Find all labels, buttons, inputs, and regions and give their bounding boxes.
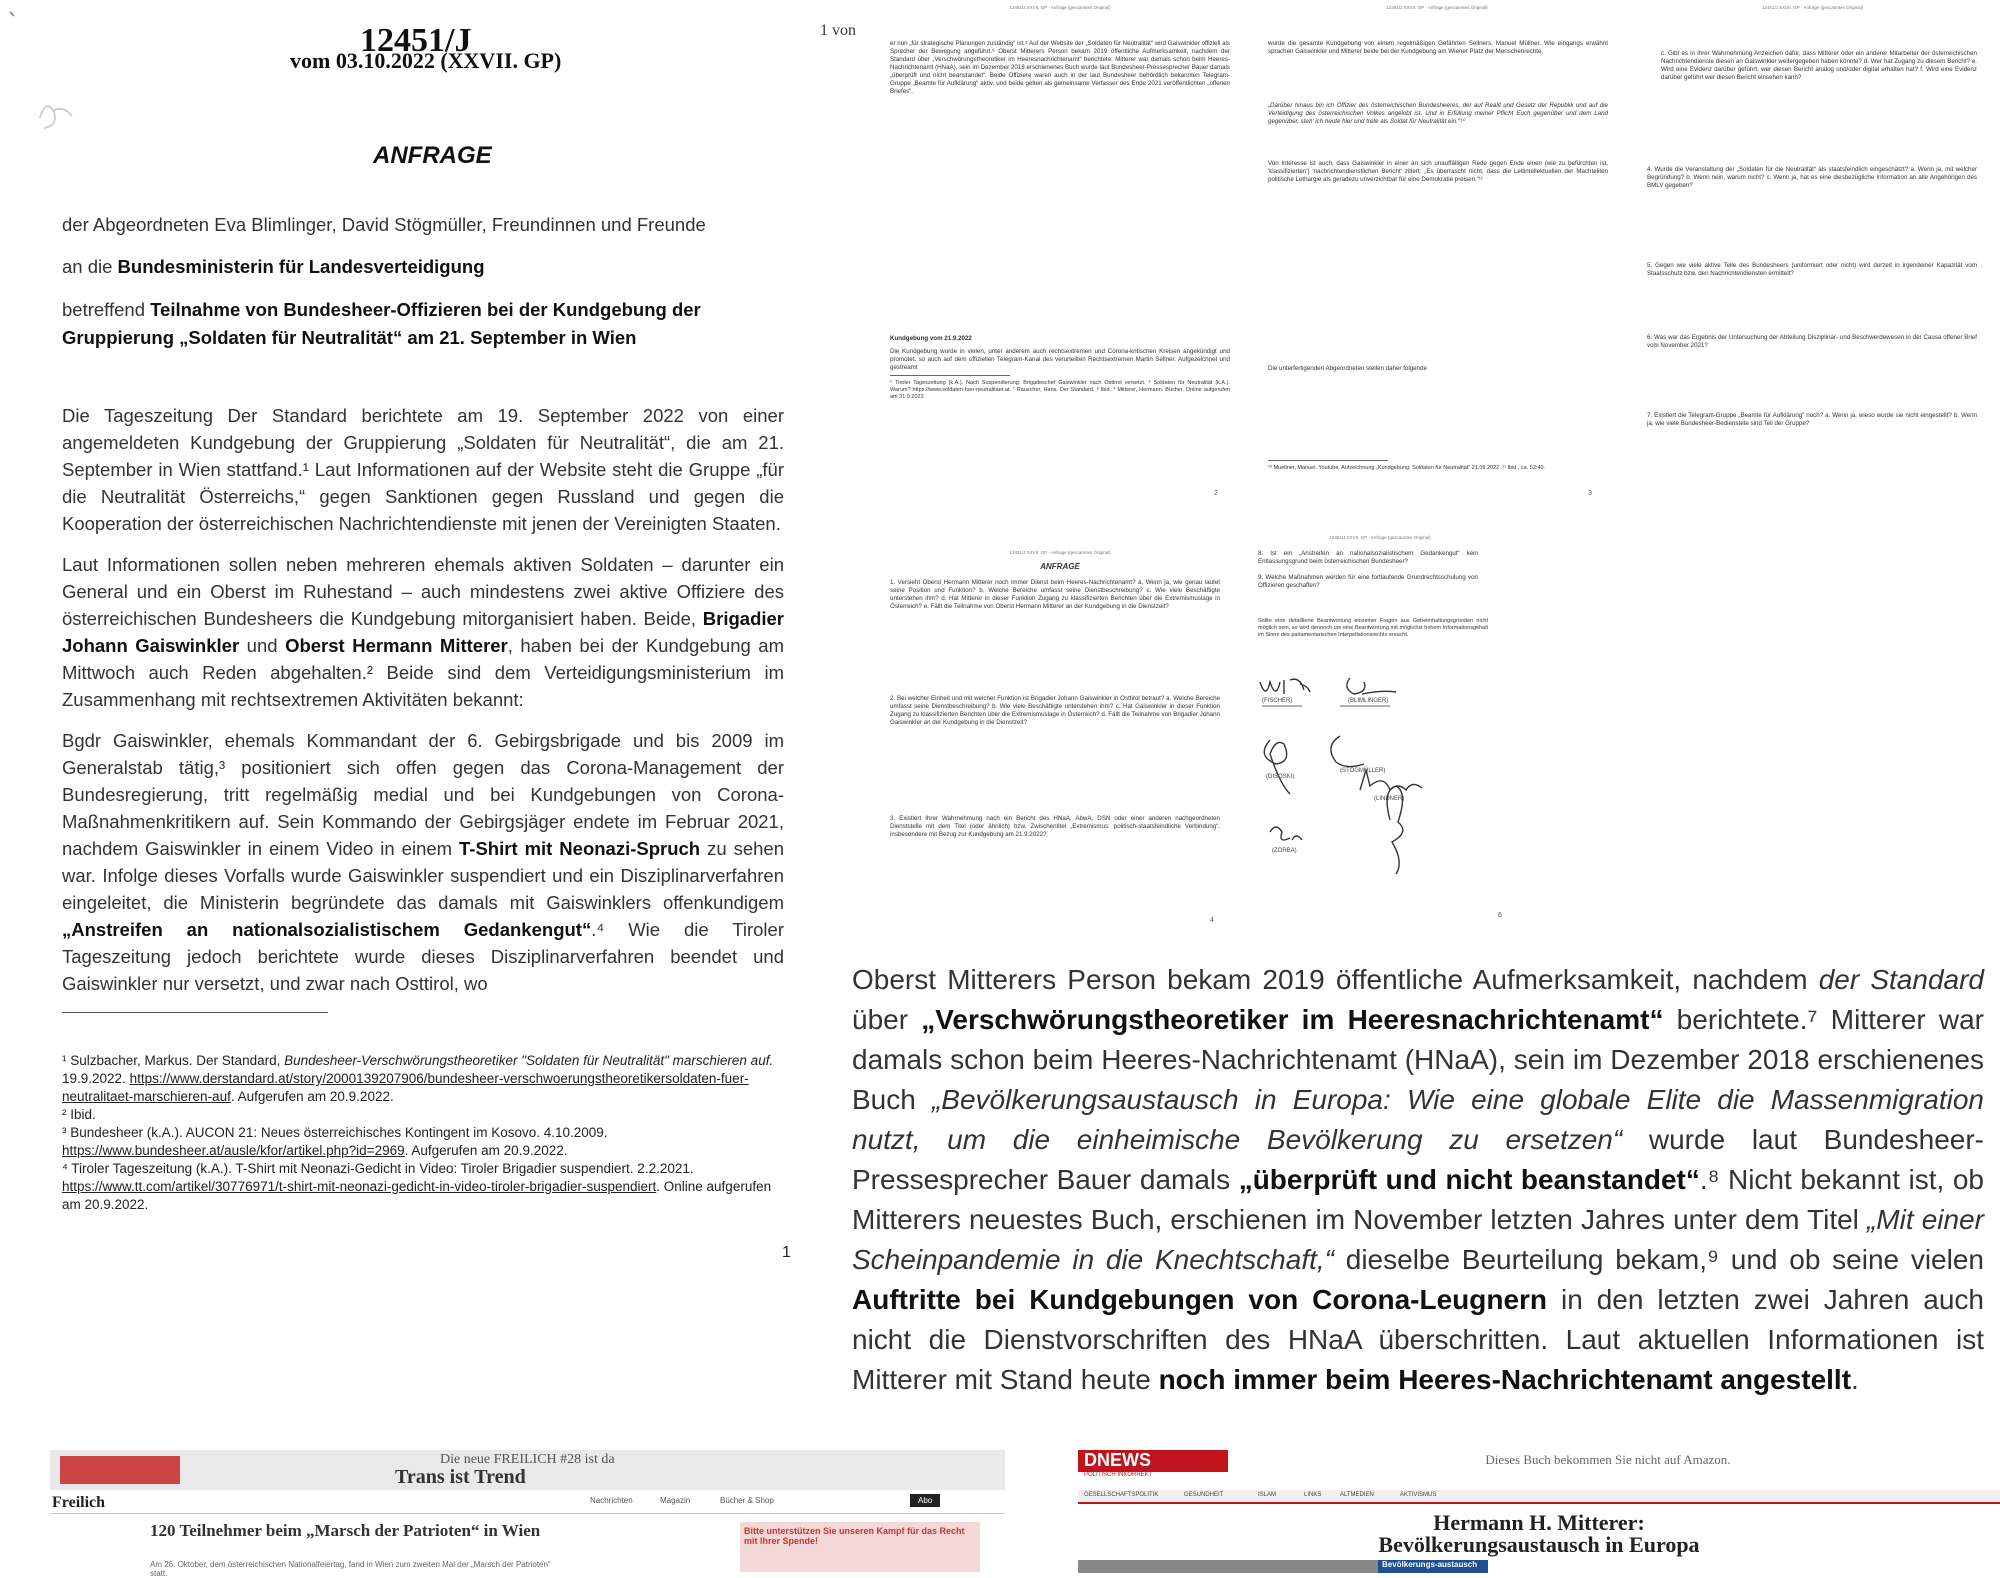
subject-text: Teilnahme von Bundesheer-Offizieren bei der Kundgebung der Gruppierung „Soldaten für Neutralität“ am 21. September in Wien bbox=[62, 299, 701, 348]
question-7: 7. Existiert die Telegram-Gruppe „Beamte für Aufklärung“ noch? a. Wenn ja, wieso wurde sie nicht eingestellt? b. Wenn ja, wie viele Bundesheer-Bedienstete sind Teil der Gruppe? bbox=[1647, 412, 1977, 427]
document-number: 12451/J bbox=[360, 22, 472, 59]
nav-item-3[interactable]: ISLAM bbox=[1258, 1492, 1277, 1498]
document-page-questions-thumbnail[interactable] bbox=[1625, 0, 2000, 505]
svg-text:(ZORBA): (ZORBA) bbox=[1272, 848, 1297, 854]
fn4-a: ⁴ Tiroler Tageszeitung (k.A.). T-Shirt mit Neonazi-Gedicht in Video: Tiroler Brigadier suspendiert. 2.2.2021. bbox=[62, 1161, 694, 1176]
page-3-footnotes: ¹⁰ Muellner, Manuel. Youtube. Aufzeichnung „Kundgebung: Soldaten für Neutralität“ 21.09.2022. ¹¹ Ibid., ca. 52:40. bbox=[1268, 465, 1546, 471]
banner-title: Trans ist Trend bbox=[395, 1466, 526, 1488]
fn1-title: Bundesheer-Verschwörungstheoretiker "Soldaten für Neutralität" marschieren auf. bbox=[284, 1053, 774, 1068]
z-t2: über bbox=[852, 1004, 922, 1035]
p2-d: , haben bei der Kundgebung am Mittwoch auch Reden abgehalten.² Beide sind dem Verteidigungsministerium im Zusammenhang mit rechtsextremen Aktivitäten bekannt: bbox=[62, 635, 784, 710]
page-header: 12451/J XXVII. GP - Anfrage (gescanntes Original) bbox=[1761, 5, 1864, 10]
page-number: 1 bbox=[782, 1244, 791, 1261]
p3-d: .⁴ Wie die Tiroler Tageszeitung jedoch berichtete wurde dieses Disziplinarverfahren beendet und Gaiswinkler nur versetzt, und zwar nach Osttirol, wo bbox=[62, 919, 784, 994]
question-6: 6. Was war das Ergebnis der Untersuchung der Abteilung Disziplinar- und Beschwerdewesen in der Causa offener Brief vom November 2021? bbox=[1647, 334, 1977, 349]
z-t5: .⁸ Nicht bekannt ist, ob Mitterers neuestes Buch, erschienen im November letzten Jahres unter dem Titel bbox=[852, 1164, 1984, 1235]
footnote-rule bbox=[890, 375, 1010, 376]
footnote-3 bbox=[62, 1124, 782, 1160]
page-number: 6 bbox=[1498, 912, 1502, 919]
svg-text:(DISOSKI): (DISOSKI) bbox=[1266, 774, 1295, 780]
page-header: 12451/J XXVII. GP - Anfrage (gescanntes Original) bbox=[1329, 535, 1431, 540]
fn3-link[interactable]: https://www.bundesheer.at/ausle/kfor/artikel.php?id=2969 bbox=[62, 1143, 405, 1158]
document-title: ANFRAGE bbox=[373, 142, 492, 169]
site-logo[interactable]: Freilich bbox=[52, 1494, 106, 1511]
question-9: 9. Welche Maßnahmen werden für eine fortlaufende Grundrechtsschulung von Offizieren geschaffen? bbox=[1258, 574, 1478, 589]
svg-text:(BLIMLINGER): (BLIMLINGER) bbox=[1348, 698, 1389, 704]
members-line: der Abgeordneten Eva Blimlinger, David Stögmüller, Freundinnen und Freunde bbox=[62, 214, 706, 235]
nav-item-3[interactable]: Bücher & Shop bbox=[720, 1496, 774, 1505]
fn4-b: . Online aufgerufen am 20.9.2022. bbox=[62, 1179, 772, 1212]
z-t5i: „Mit einer Scheinpandemie in die Knechtschaft,“ bbox=[852, 1204, 1984, 1275]
nav-item-1[interactable]: GESELLSCHAFTSPOLITIK bbox=[1084, 1492, 1159, 1498]
article-headline-1[interactable]: Hermann H. Mitterer: bbox=[1433, 1510, 1645, 1535]
fn1-b: 19.9.2022. bbox=[62, 1071, 130, 1086]
document-page-4-thumbnail[interactable] bbox=[870, 545, 1250, 930]
footnote-rule bbox=[62, 1012, 328, 1013]
article-subline: Am 26. Oktober, dem österreichischen Nationalfeiertag, fand in Wien zum zweiten Mal der „Marsch der Patrioten“ statt. bbox=[150, 1560, 551, 1578]
svg-text:(STÖGMÜLLER): (STÖGMÜLLER) bbox=[1340, 768, 1386, 774]
document-page-2-thumbnail[interactable] bbox=[870, 0, 1250, 505]
z-t2b: „Verschwörungstheoretiker im Heeresnachrichtenamt“ bbox=[921, 1004, 1664, 1035]
z-t4b: „überprüft und nicht beanstandet“ bbox=[1238, 1164, 1700, 1195]
p2-c: und bbox=[239, 635, 286, 656]
p3-b2: „Anstreifen an nationalsozialistischem Gedankengut“ bbox=[62, 919, 592, 940]
fn4-link[interactable]: https://www.tt.com/artikel/30776971/t-shirt-mit-neonazi-gedicht-in-video-tiroler-brigadier-suspendiert bbox=[62, 1179, 657, 1194]
closing-note: Sollte eine detaillierte Beantwortung einzelner Fragen aus Geheimhaltungsgründen nicht möglich sein, so wird dennoch um eine Beantwortung mit möglichst hohem Informationsgehalt im Sinne des parlamentarischen Interpellationsrechts ersucht. bbox=[1258, 618, 1488, 638]
site-header bbox=[50, 1492, 1005, 1514]
footnote-4 bbox=[62, 1160, 782, 1214]
banner-subtitle: Die neue FREILICH #28 ist da bbox=[440, 1452, 615, 1467]
page-2-text: er nun „für strategische Planungen zuständig“ ist.⁵ Auf der Website der „Soldaten für Neutralität“ wird Gaiswinkler offiziell als Sprecher der Bewegung angeführt.⁶ Oberst Mitterers Person bekam 2019 öffentliche Aufmerksamkeit, nachdem der Standard über „Verschwörungstheoretiker im Heeresnachrichtenamt“ berichtete. Mitterer war damals schon beim Heeres-Nachrichtenamt (HNaA), sein im Dezember 2018 erschienenes Buch wurde laut Bundesheer-Pressesprecher Bauer damals „überprüft und nicht beanstandet“. Beide Offiziere waren auch in der laut Bundesheer behördlich bekannten Telegram-Gruppe „Beamte für Aufklärung“ aktiv, und beide gelten als gemeinsame Verfasser des Ende 2021 veröffentlichten „offenen Briefes“. bbox=[890, 40, 1230, 95]
paragraph-2 bbox=[62, 551, 784, 713]
document-date: vom 03.10.2022 (XXVII. GP) bbox=[290, 48, 562, 73]
page-count: 1 von bbox=[820, 22, 856, 39]
nav-item-2[interactable]: Magazin bbox=[660, 1496, 691, 1505]
site-logo[interactable]: DNEWS bbox=[1078, 1450, 1228, 1472]
question-4: 4. Wurde die Veranstaltung der „Soldaten für die Neutralität“ als staatsfeindlich eingeschätzt? a. Wenn ja, mit welcher Begründung? b. Wenn nein, warum nicht? c. Wenn ja, hat es eine diesbezügliche Information an alle Angehörigen des BMLV gegeben? bbox=[1647, 166, 1977, 189]
z-t1i: der Standard bbox=[1818, 964, 1984, 995]
footnote-rule bbox=[1268, 460, 1388, 461]
banner-ad-left bbox=[60, 1456, 180, 1484]
page-number: 2 bbox=[1214, 490, 1218, 497]
page-header: 12451/J XXVII. GP - Anfrage (gescanntes Original) bbox=[1009, 550, 1111, 555]
nav-item-2[interactable]: GESUNDHEIT bbox=[1184, 1492, 1224, 1498]
page-2-footnotes: ⁵ Tiroler Tageszeitung (k.A.). Nach Suspendierung: Brigadeschef Gaiswinkler nach Osttirol versetzt. ⁶ Soldaten für Neutralität (k.A.). Warum? https://www.soldaten-fuer-neutralitaet.at. ⁷ Rauscher, Hans. Der Standard. ⁸ Ibid. ⁹ Mitterer, Hermann. Bücher. Online aufgerufen am 21.9.2022. bbox=[890, 380, 1230, 400]
p2-a: Laut Informationen sollen neben mehreren ehemals aktiven Soldaten – darunter ein General und ein Oberst im Ruhestand – auch mindestens zwei aktive Offiziere des österreichischen Bundesheers die Kundgebung mitorganisiert haben. Beide, bbox=[62, 554, 784, 629]
svg-text:(FISCHER): (FISCHER) bbox=[1262, 698, 1293, 704]
handwritten-mark bbox=[0, 0, 260, 200]
questions-cont: c. Gibt es in Ihrer Wahrnehmung Anzeichen dafür, dass Mitterer oder ein anderer Mitarbeiter der österreichischen Nachrichtendienste diesen an Gaiswinkler weitergegeben haben könnte? d. Wer hat Zugang zu diesem Bericht? e. Wird eine Evidenz darüber geführt, wer diesen Bericht analog und/oder digital erhalten hat? f. Wird eine Evidenz darüber geführt wer diesen Bericht einsehen kann? bbox=[1661, 50, 1977, 81]
nav-bar bbox=[1078, 1490, 2000, 1504]
z-t7b: noch immer beim Heeres-Nachrichtenamt angestellt bbox=[1158, 1364, 1852, 1395]
question-5: 5. Gegen wie viele aktive Teile des Bundesheers (uniformiert oder nicht) wird derzeit in irgendeiner Kapazität vom Staatsschutz bzw. den Nachrichtendiensten ermittelt? bbox=[1647, 262, 1977, 277]
fn3-a: ³ Bundesheer (k.A.). AUCON 21: Neues österreichisches Kontingent im Kosovo. 4.10.2009. bbox=[62, 1125, 608, 1140]
z-t7: in den letzten zwei Jahren auch nicht die Dienstvorschriften des HNaA überschritten. Laut aktuellen Informationen ist Mitterer mit Stand heute bbox=[852, 1284, 1984, 1395]
paragraph-3 bbox=[62, 727, 784, 997]
page-header: 12451/J XXVII. GP - Anfrage (gescanntes Original) bbox=[1386, 5, 1488, 10]
p3-a: Bgdr Gaiswinkler, ehemals Kommandant der 6. Gebirgsbrigade und bis 2009 im Generalstab tätig,³ positioniert sich offen gegen das Corona-Management der Bundesregierung, tritt regelmäßig medial und bei Kundgebungen von Corona-Maßnahmenkritikern auf. Sein Kommando der Gebirgsjäger endete im Februar 2021, nachdem Gaiswinkler in einem Video in einem bbox=[62, 730, 784, 859]
paragraph-1: Die Tageszeitung Der Standard berichtete am 19. September 2022 von einer angemeldeten Kundgebung der Gruppierung „Soldaten für Neutralität“, die am 21. September in Wien stattfand.¹ Laut Informationen auf der Website steht die Gruppe „für die Neutralität Österreichs,“ gegen Sanktionen gegen Russland und gegen die Kooperation der österreichischen Nachrichtendienste mit jenen der Vereinigten Staaten. bbox=[62, 405, 784, 534]
site-tagline: POLITISCH INKORREKT bbox=[1084, 1472, 1153, 1478]
fn3-b: . Aufgerufen am 20.9.2022. bbox=[404, 1143, 568, 1158]
donation-ad[interactable]: Bitte unterstützen Sie unseren Kampf für das Recht mit Ihrer Spende! bbox=[740, 1522, 980, 1572]
document-page-signatures-thumbnail[interactable] bbox=[1240, 530, 1520, 925]
body-text bbox=[62, 402, 784, 1011]
page-3-text-2: Von Interesse ist auch, dass Gaiswinkler in einer an sich unauffälligen Rede gegen Ende einen (wie zu befürchten ist, 'klassifizierten') 'nachrichtendienstlichen Bericht' zitiert: „Es überrascht nicht, dass die Leitintellektuellen der Machteliten politische Lethargie als geradezu unverzichtbar für eine Demokratie preisen.“¹¹ bbox=[1268, 160, 1608, 183]
document-page-1 bbox=[0, 0, 800, 1430]
z-t1: Oberst Mitterers Person bekam 2019 öffentliche Aufmerksamkeit, nachdem bbox=[852, 964, 1819, 995]
footnote-2: ² Ibid. bbox=[62, 1107, 96, 1122]
p3-c: zu sehen war. Infolge dieses Vorfalls wurde Gaiswinkler suspendiert und ein Disziplinarverfahren eingeleitet, die Ministerin begründete das damals mit Gaiswinklers offenkundigem bbox=[62, 838, 784, 913]
nav-item-4[interactable]: LINKS bbox=[1304, 1492, 1322, 1498]
dnews-website-screenshot bbox=[1078, 1450, 2000, 1573]
question-3: 3. Existiert Ihrer Wahrnehmung nach ein Bericht des HNaA, AbwA, DSN oder einer anderen nachgeordneten Dienststelle mit dem Titel (oder ähnlich) bzw. Zwischentitel „Extremismus: politisch-staatsfeindliche Verbindung“, insbesondere mit Bezug zur Kundgebung am 21.9.2022? bbox=[890, 815, 1220, 838]
nav-item-1[interactable]: Nachrichten bbox=[590, 1496, 633, 1505]
photo-strip bbox=[1078, 1560, 1378, 1573]
z-t8: . bbox=[1851, 1364, 1859, 1395]
z-t4: wurde laut Bundesheer-Pressesprecher Bauer damals bbox=[852, 1124, 1984, 1195]
question-8: 8. Ist ein „Anstreifen an nationalsozialistischem Gedankengut“ kein Entlassungsgrund beim österreichischen Bundesheer? bbox=[1258, 550, 1478, 565]
top-ad[interactable]: Dieses Buch bekommen Sie nicht auf Amazon. bbox=[1485, 1452, 1731, 1467]
nav-abo-button[interactable]: Abo bbox=[910, 1494, 940, 1507]
page-number: 4 bbox=[1210, 917, 1214, 924]
page-number: 3 bbox=[1588, 490, 1592, 497]
z-t6b: Auftritte bei Kundgebungen von Corona-Leugnern bbox=[852, 1284, 1548, 1315]
subject-line bbox=[62, 296, 762, 352]
footnote-1 bbox=[62, 1052, 782, 1106]
nav-item-6[interactable]: AKTIVISMUS bbox=[1400, 1492, 1437, 1498]
page-header: 12451/J XXVII. GP - Anfrage (gescanntes Original) bbox=[1009, 5, 1111, 10]
fn1-link[interactable]: https://www.derstandard.at/story/2000139207906/bundesheer-verschwoerungstheoretikersoldaten-fuer-neutralitaet-marschieren-auf bbox=[62, 1071, 749, 1104]
freilich-website-screenshot bbox=[50, 1450, 1005, 1578]
p2-b2: Oberst Hermann Mitterer bbox=[285, 635, 508, 656]
page-3-text: wurde die gesamte Kundgebung von einem regelmäßigen Gefährten Sellners, Manuel Müllner. Wie eingangs erwähnt sprachen Gaiswinkler und Mitterer beide bei der Kundgebung am Wiener Platz der Menschenrechte. bbox=[1268, 40, 1608, 55]
p2-b1: Brigadier Johann Gaiswinkler bbox=[62, 608, 784, 656]
fn1-a: ¹ Sulzbacher, Markus. Der Standard, bbox=[62, 1053, 285, 1068]
document-page-3-thumbnail[interactable] bbox=[1252, 0, 1622, 505]
addressee-prefix: an die bbox=[62, 256, 118, 277]
page-2-heading: Kundgebung vom 21.9.2022 bbox=[890, 335, 972, 342]
nav-item-5[interactable]: ALTMEDIEN bbox=[1340, 1492, 1374, 1498]
page-2-text-2: Die Kundgebung wurde in vielen, unter anderem auch rechtsextremen und Corona-kritischen Kreisen angekündigt und promotet, so auch auf dem offiziellen Telegram-Kanal des verurteilten Rechtsextremen Martin Sellner. Aufgezeichnet und gestreamt bbox=[890, 348, 1230, 371]
page-3-quote: „Darüber hinaus bin ich Offizier des österreichischen Bundesheeres, der auf Realit und Gesetz der Republik und auf die Verteidigung des österreichischen Volkes angelobt ist. Und in Erfüllung meiner Pflicht Euch gegenüber und dem Land gegenüber, steh' ich heute hier und trete als Soldat für Neutralität ein.“¹⁰ bbox=[1268, 102, 1608, 125]
book-cover[interactable]: Bevölkerungs-austausch bbox=[1378, 1560, 1488, 1573]
page-3-closing: Die unterfertigenden Abgeordneten stellen daher folgende bbox=[1268, 365, 1427, 372]
z-t3: berichtete.⁷ Mitterer war damals schon beim Heeres-Nachrichtenamt (HNaA), sein im Dezember 2018 erschienenes Buch bbox=[852, 1004, 1984, 1115]
subject-prefix: betreffend bbox=[62, 299, 151, 320]
fn1-c: . Aufgerufen am 20.9.2022. bbox=[230, 1089, 394, 1104]
svg-text:(LINDNER): (LINDNER) bbox=[1374, 796, 1405, 802]
zoomed-text bbox=[852, 960, 1984, 1400]
signatures-image bbox=[1240, 670, 1520, 920]
top-banner bbox=[50, 1450, 1005, 1490]
question-1: 1. Versieht Oberst Hermann Mitterer noch immer Dienst beim Heeres-Nachrichtenamt? a. Wenn ja, wie genau lautet seine Position und Funktion? b. Welche Bereiche umfasst seine Dienstbeschreibung? c. Wie viele Beschäftigte unterstehen ihm? d. Hat Mitterer in dieser Funktion Zugang zu klassifizierten Berichten über die Extremismuslage in Österreich? e. Fällt die Teilnahme von Oberst Hermann Mitterer an der Kundgebung in die Dienstzeit? bbox=[890, 579, 1220, 610]
page-4-title: ANFRAGE bbox=[1040, 562, 1080, 571]
z-t6: dieselbe Beurteilung bekam,⁹ und ob seine vielen bbox=[1334, 1244, 1984, 1275]
question-2: 2. Bei welcher Einheit und mit welcher Funktion ist Brigadier Johann Gaiswinkler in Osttirol betraut? a. Welche Bereiche umfasst seine Dienstbeschreibung? b. Wie viele Beschäftigte unterstehen ihm? c. Hat Gaiswinkler in dieser Funktion Zugang zu klassifizierten Berichten über die Extremismuslage in Österreich? d. Fällt die Teilnahme von Brigadier Johann Gaiswinkler an der Kundgebung in die Dienstzeit? bbox=[890, 695, 1220, 726]
p3-b1: T-Shirt mit Neonazi-Spruch bbox=[459, 838, 701, 859]
footnotes bbox=[62, 1052, 782, 1214]
addressee-name: Bundesministerin für Landesverteidigung bbox=[117, 256, 485, 277]
z-t3i: „Bevölkerungsaustausch in Europa: Wie eine globale Elite die Massenmigration nutzt, um die einheimische Bevölkerung zu ersetzen“ bbox=[852, 1084, 1984, 1155]
article-headline[interactable]: 120 Teilnehmer beim „Marsch der Patrioten“ in Wien bbox=[150, 1521, 541, 1540]
addressee-line bbox=[62, 256, 485, 278]
zoomed-paragraph bbox=[848, 956, 1996, 1434]
article-headline-2[interactable]: Bevölkerungsaustausch in Europa bbox=[1378, 1532, 1700, 1557]
